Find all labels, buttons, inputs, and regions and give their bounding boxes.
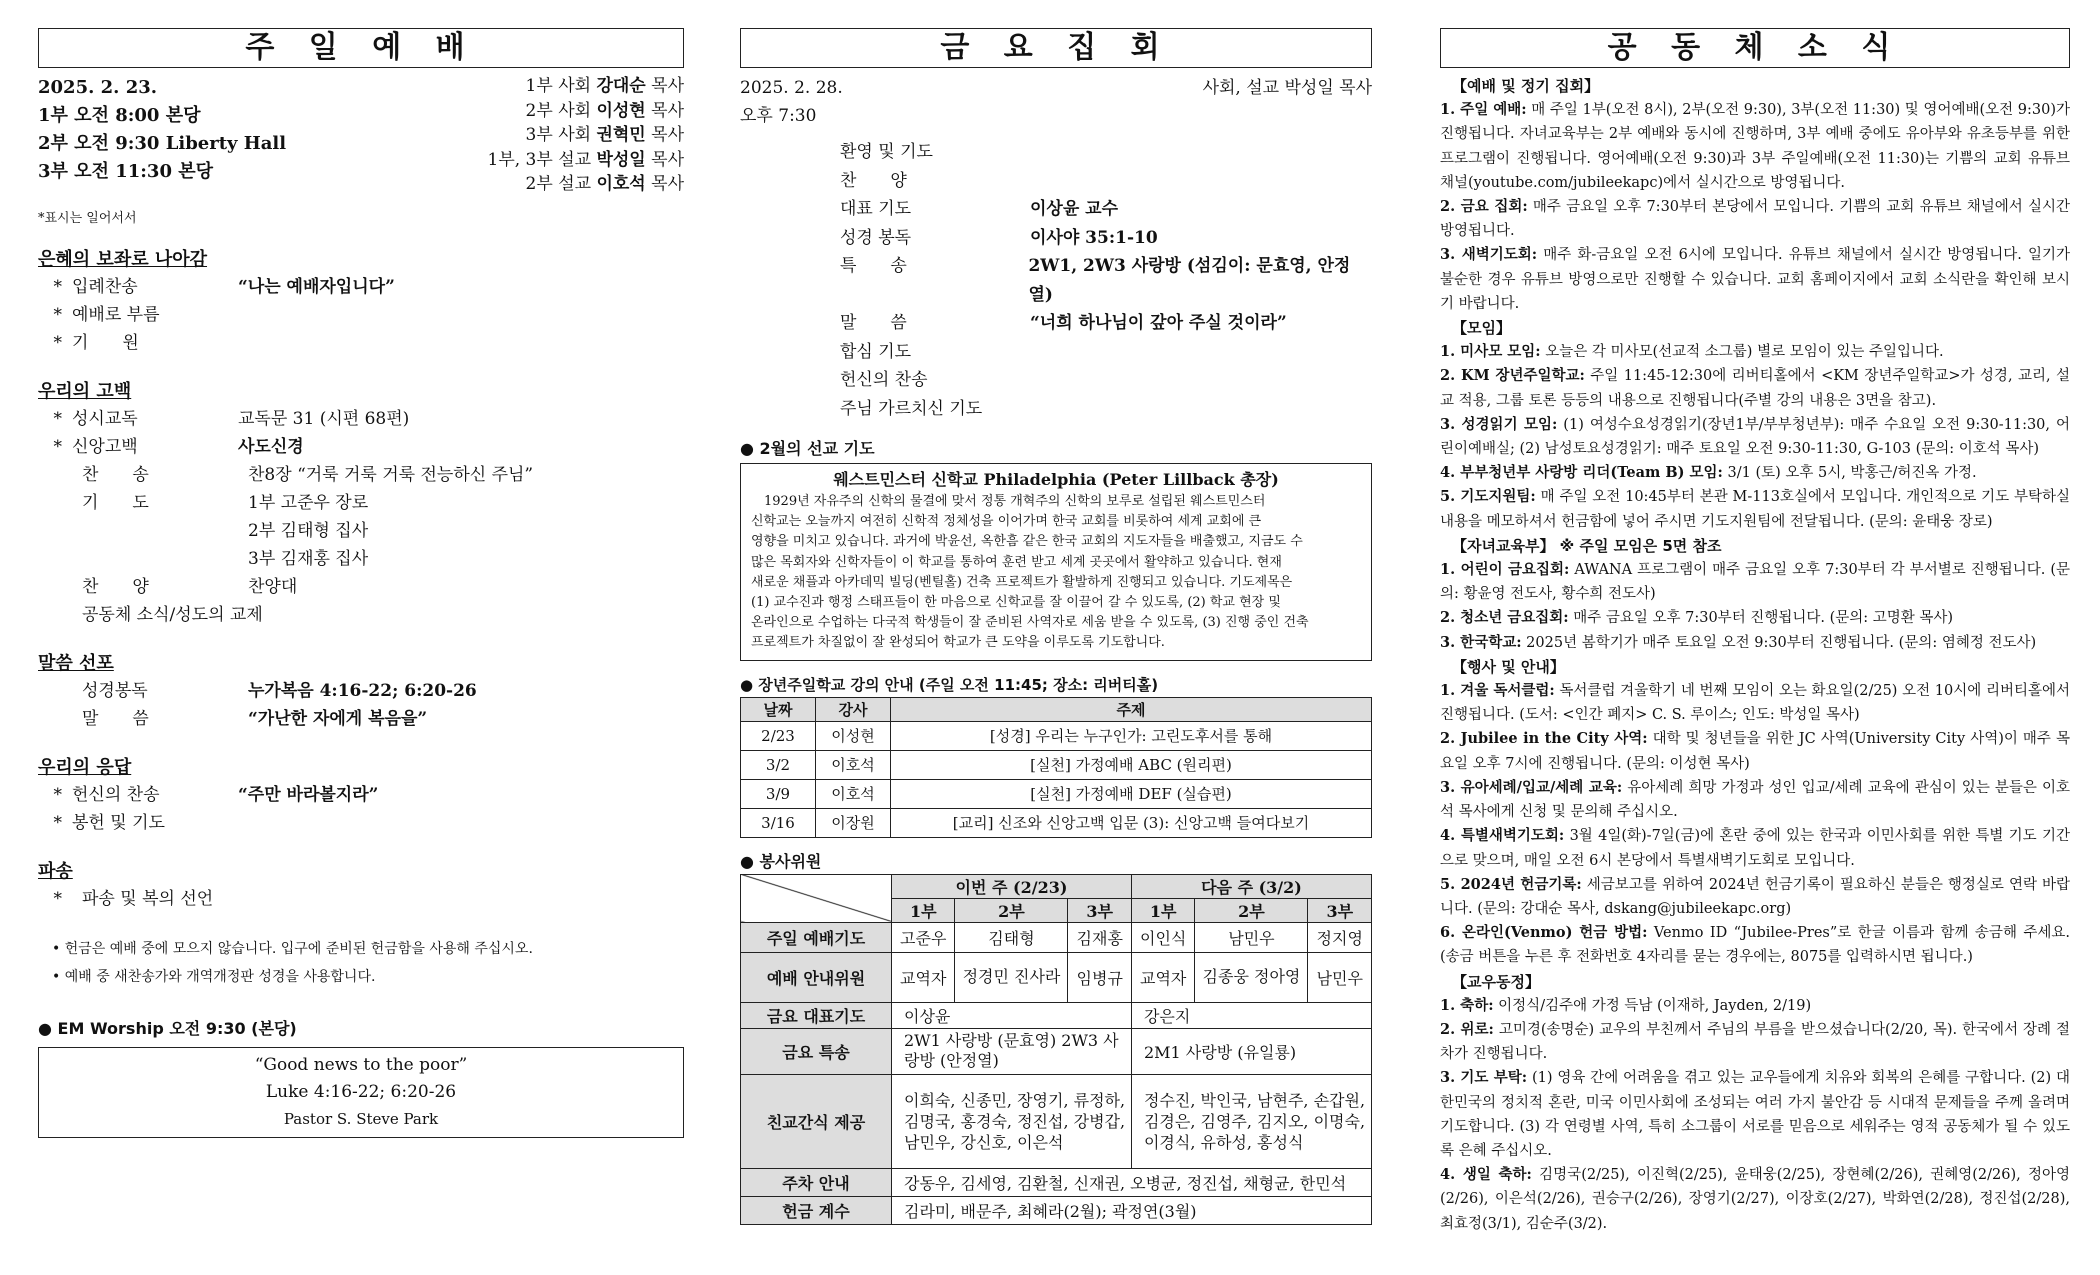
news-item-text: Venmo ID “Jubilee-Pres”로 한글 이름과 함께 송금해 주세요. (송금 버튼을 누른 후 전화번호 4자리를 묻는 경우에는, 8075를 입력하시면 됩니다.) — [1440, 925, 2070, 966]
news-subheading: 【자녀교육부】 ※ 주일 모임은 5면 참조 — [1452, 536, 1722, 555]
cell: 이호석 — [816, 750, 891, 779]
leader-row: 2부 사회 이성현 목사 — [525, 100, 684, 121]
stand-mark: * — [53, 304, 62, 325]
news-item-lead: 4. 특별새벽기도회: — [1440, 827, 1565, 845]
stand-mark: * — [53, 332, 62, 353]
news-title: 공 동 체 소 식 — [1440, 28, 2070, 68]
item-label: 성경 봉독 — [840, 227, 912, 248]
volunteer-heading: ● 봉사위원 — [740, 851, 822, 871]
news-subheading: 【교우동정】 — [1452, 972, 1540, 991]
news-item-lead: 3. 새벽기도회: — [1440, 246, 1538, 264]
news-item-text: 3월 4일(화)-7일(금)에 혼란 중에 있는 한국과 이민사회를 위한 특별 기도 기간으로 맞으며, 매일 오전 6시 본당에서 특별새벽기도회로 모입니다. — [1440, 828, 2070, 869]
item-label: 말 씀 — [82, 708, 149, 729]
news-item — [1440, 606, 2070, 630]
row-label: 친교간식 제공 — [741, 1074, 892, 1168]
item-label: 성시교독 — [72, 408, 138, 429]
news-item-text: AWANA 프로그램이 매주 금요일 오후 7:30부터 각 부서별로 진행됩니다. (문의: 황윤영 전도사, 황수희 전도사) — [1440, 562, 2070, 603]
cell: 이장원 — [816, 808, 891, 837]
friday-item — [740, 167, 1372, 196]
news-item — [1440, 195, 2070, 243]
cell: 이희숙, 신종민, 장영기, 류정하, 김명국, 홍경숙, 정진섭, 강병갑, 남민우, 강신호, 이은석 — [892, 1074, 1132, 1168]
news-item — [1440, 364, 2070, 412]
item-value: 2W1, 2W3 사랑방 (섬김이: 문효영, 안정열) — [1028, 256, 1351, 305]
section-title: 파송 — [38, 860, 73, 882]
news-item-text: 오늘은 각 미사모(선교적 소그룹) 별로 모임이 있는 주일입니다. — [1540, 344, 1944, 361]
worship-item — [38, 677, 684, 705]
item-value: “나는 예배자입니다” — [238, 276, 395, 297]
cell: 김태형 — [955, 922, 1068, 952]
section-title: 은혜의 보좌로 나아감 — [38, 248, 208, 270]
worship-item — [38, 601, 684, 629]
em-box — [38, 1047, 684, 1138]
sub-col: 2부 — [1195, 898, 1308, 922]
sub-col: 3부 — [1068, 898, 1131, 922]
mission-heading: ● 2월의 선교 기도 — [740, 439, 875, 458]
em-title: “Good news to the poor” — [254, 1054, 468, 1075]
friday-title: 금 요 집 회 — [740, 28, 1372, 68]
item-label: 말 씀 — [840, 313, 907, 333]
item-label: 파송 및 복의 선언 — [82, 888, 214, 909]
stand-mark: * — [53, 408, 62, 429]
news-item-text: 독서클럽 겨울학기 네 번째 모임이 오는 화요일(2/25) 오전 10시에 리버티홀에서 진행됩니다. (도서: <인간 폐지> C. S. 루이스; 인도: 박성일 목사) — [1440, 683, 2070, 724]
sub-col: 1부 — [892, 898, 955, 922]
item-value — [238, 329, 684, 357]
item-label: 대표 기도 — [840, 199, 912, 219]
news-item — [1440, 243, 2070, 316]
col-topic: 주제 — [891, 697, 1372, 721]
news-item — [1440, 631, 2070, 655]
item-label: 봉헌 및 기도 — [72, 812, 165, 833]
table-row — [741, 808, 1372, 837]
item-label: 기 도 — [82, 492, 149, 513]
news-item-lead: 1. 미사모 모임: — [1440, 343, 1541, 361]
section-title: 말씀 선포 — [38, 652, 114, 674]
news-item-lead: 2. KM 장년주일학교: — [1440, 367, 1585, 385]
news-item-lead: 3. 한국학교: — [1440, 633, 1522, 651]
news-item-text: 유아세례 희망 가정과 성인 입교/세례 교육에 관심이 있는 분들은 이호석 목사에게 신청 및 문의해 주십시오. — [1440, 779, 2071, 821]
stand-mark: * — [53, 436, 62, 457]
news-item — [1440, 340, 2070, 364]
sub-col: 2부 — [955, 898, 1068, 922]
mission-line: 프로젝트가 차질없이 잘 완성되어 학교가 큰 도약을 이루도록 기도합니다. — [751, 635, 1165, 651]
stand-mark — [38, 677, 72, 705]
em-pastor: Pastor S. Steve Park — [283, 1109, 439, 1128]
item-label: 주님 가르치신 기도 — [840, 398, 983, 419]
news-item — [1440, 98, 2070, 195]
table-row — [741, 1074, 1372, 1168]
diag-cell — [741, 874, 892, 922]
news-item-lead: 2. Jubilee in the City 사역: — [1440, 730, 1648, 748]
news-item-text: (1) 영육 간에 어려움을 겪고 있는 교우들에게 치유와 회복의 은혜를 구합니다. (2) 대한민국의 정치적 혼란, 미국 이민사회에 조성되는 여러 가지 불안감 등 시대적 문제들을 주께 올려며 기도합니다. (3) 각 연령별 사역, 특히 소그룹이 서로를 믿음으로 세워주는 영적 공동체가 될 수 있도록 은혜 주십시오. — [1440, 1070, 2070, 1159]
cell: 남민우 — [1195, 922, 1308, 952]
col-date: 날짜 — [741, 697, 816, 721]
mission-line: (1) 교수진과 행정 스태프들이 한 마음으로 신학교를 잘 이끌어 갈 수 있도록, (2) 학교 현장 및 — [751, 595, 1281, 611]
cell: 2/23 — [741, 721, 816, 750]
news-item-text: 이정식/김주애 가정 득남 (이재하, Jayden, 2/19) — [1493, 997, 1812, 1014]
news-item-text: 매 주일 1부(오전 8시), 2부(오전 9:30), 3부(오전 11:30) 및 영어예배(오전 9:30)가 진행됩니다. 자녀교육부는 2부 예배와 동시에 진행하며, 3부 예배 중에도 유아부와 유초등부를 위한 프로그램이 진행됩니다. 영어예배(오전 9:30)과 3부 주일예배(오전 11:30)는 기쁨의 교회 유튜브 채널(youtube.com/jubileekapc)에서 실시간으로 방영됩니다. — [1440, 102, 2070, 191]
item-label: 공동체 소식/성도의 교제 — [82, 604, 263, 625]
news-item-text: 주일 11:45-12:30에 리버티홀에서 <KM 장년주일학교>가 성경, 교리, 설교 적용, 그룹 토론 등등의 내용으로 진행됩니다(주별 강의 내용은 3면을 참고). — [1440, 368, 2071, 409]
news-item — [1440, 776, 2070, 824]
item-value: “가난한 자에게 복음을” — [248, 708, 428, 729]
worship-order — [38, 247, 684, 913]
cell: [실천] 가정예배 DEF (실습편) — [891, 779, 1372, 808]
cell: 교역자 — [1131, 952, 1194, 1002]
stand-mark — [38, 601, 72, 629]
mission-title: 웨스트민스터 신학교 Philadelphia (Peter Lillback 총장) — [833, 470, 1279, 489]
news-item — [1440, 1163, 2070, 1236]
service-time: 1부 오전 8:00 본당 — [38, 105, 201, 126]
row-label: 예배 안내위원 — [741, 952, 892, 1002]
news-item-text: 매주 금요일 오후 7:30부터 진행됩니다. (문의: 고명환 목사) — [1568, 610, 1954, 627]
friday-item — [740, 224, 1372, 253]
cell: 강동우, 김세영, 김환철, 신재권, 오병균, 정진섭, 채형균, 한민석 — [892, 1168, 1372, 1196]
friday-column — [740, 28, 1372, 1225]
cell: 남민우 — [1308, 952, 1372, 1002]
item-value: 3부 김재홍 집사 — [248, 548, 369, 569]
mission-line: 신학교는 오늘까지 여전히 신학적 정체성을 이어가며 한국 교회를 비롯하여 세계 교회에 큰 — [751, 514, 1262, 530]
news-subheading: 【예배 및 정기 집회】 — [1452, 77, 1600, 95]
item-value: 교독문 31 (시편 68편) — [238, 408, 410, 429]
news-item-lead: 1. 겨울 독서클럽: — [1440, 682, 1555, 700]
item-value — [238, 301, 684, 329]
cell: 김라미, 배문주, 최혜라(2월); 곽정연(3월) — [892, 1196, 1372, 1224]
stand-mark — [38, 573, 72, 601]
stand-mark — [38, 517, 72, 545]
sunday-leaders — [488, 74, 684, 197]
leader-row: 3부 사회 권혁민 목사 — [525, 125, 684, 145]
worship-item — [38, 705, 684, 733]
friday-item — [740, 366, 1372, 395]
item-label: 헌신의 찬송 — [840, 370, 928, 390]
item-label: 성경봉독 — [82, 680, 148, 701]
item-value: 이사야 35:1-10 — [1030, 227, 1158, 248]
item-label — [72, 517, 248, 545]
news-item-lead: 1. 축하: — [1440, 996, 1494, 1014]
cell: [성경] 우리는 누구인가: 고린도후서를 통해 — [891, 721, 1372, 750]
worship-item — [38, 781, 684, 809]
table-row — [741, 1028, 1372, 1074]
friday-item — [740, 138, 1372, 167]
stand-mark — [38, 545, 72, 573]
mission-line: 1929년 자유주의 신학의 물결에 맞서 정통 개혁주의 신학의 보루로 설립된 웨스트민스터 — [751, 494, 1266, 509]
cell: 2W1 사랑방 (문효영) 2W3 사랑방 (안정열) — [892, 1028, 1132, 1074]
news-item-lead: 6. 온라인(Venmo) 헌금 방법: — [1440, 924, 1648, 942]
item-value — [263, 601, 684, 629]
news-item — [1440, 824, 2070, 872]
item-value: 이상윤 교수 — [1030, 199, 1119, 219]
table-row — [741, 1168, 1372, 1196]
item-label: 특 송 — [840, 256, 907, 276]
news-item — [1440, 1066, 2070, 1163]
col-speaker: 강사 — [816, 697, 891, 721]
sunday-column — [38, 28, 684, 1138]
item-label: 헌신의 찬송 — [72, 784, 160, 805]
note-line: • 헌금은 예배 중에 모으지 않습니다. 입구에 준비된 헌금함을 사용해 주십시오. — [52, 940, 533, 957]
cell: 김재홍 — [1068, 922, 1131, 952]
row-label: 주일 예배기도 — [741, 922, 892, 952]
cell: [실천] 가정예배 ABC (원리편) — [891, 750, 1372, 779]
friday-item — [740, 252, 1372, 309]
item-value — [238, 809, 684, 837]
worship-item — [38, 273, 684, 301]
worship-item — [38, 573, 684, 601]
news-subheading: 【행사 및 안내】 — [1452, 657, 1565, 676]
table-row — [741, 922, 1372, 952]
stand-mark: * — [53, 276, 62, 297]
news-subheading: 【모임】 — [1452, 319, 1511, 338]
news-item — [1440, 461, 2070, 485]
item-label — [72, 545, 248, 573]
row-label: 헌금 계수 — [741, 1196, 892, 1224]
section-title: 우리의 응답 — [38, 756, 132, 778]
item-label: 기 원 — [72, 332, 139, 353]
note-line: • 예배 중 새찬송가와 개역개정판 성경을 사용합니다. — [52, 968, 376, 985]
cell: 정수진, 박인국, 남현주, 손갑원, 김경은, 김영주, 김지오, 이명숙, 이경식, 유하성, 홍성식 — [1131, 1074, 1371, 1168]
item-value: 찬8장 “거룩 거룩 거룩 전능하신 주님” — [248, 464, 534, 485]
row-label: 주차 안내 — [741, 1168, 892, 1196]
friday-date: 2025. 2. 28. — [740, 78, 843, 98]
worship-item — [38, 329, 684, 357]
item-label: 찬 양 — [82, 576, 149, 597]
mission-text — [751, 492, 1361, 654]
table-row — [741, 1002, 1372, 1028]
news-item-text: 매 주일 오전 10:45부터 본관 M-113호실에서 모입니다. 개인적으로 기도 부탁하실 내용을 메모하셔서 헌금함에 넣어 주시면 기도지원팀에 전달됩니다. (문의: 윤태웅 장로) — [1440, 489, 2071, 530]
cell: 3/2 — [741, 750, 816, 779]
news-item-lead: 3. 유아세례/입교/세례 교육: — [1440, 778, 1623, 796]
news-item — [1440, 727, 2070, 775]
item-label: 찬 양 — [840, 170, 907, 191]
cell: 이성현 — [816, 721, 891, 750]
stand-mark — [38, 489, 72, 517]
news-item-text: 2025년 봄학기가 매주 토요일 오전 9:30부터 진행됩니다. (문의: 염혜정 전도사) — [1521, 634, 2037, 651]
cell: 교역자 — [892, 952, 955, 1002]
news-body — [1440, 74, 2070, 1236]
next-week-header: 다음 주 (3/2) — [1131, 874, 1371, 898]
news-item — [1440, 873, 2070, 921]
news-item-text: 3/1 (토) 오후 5시, 박홍근/허진옥 가정. — [1722, 465, 1977, 482]
news-item — [1440, 679, 2070, 727]
em-heading: ● EM Worship 오전 9:30 (본당) — [38, 1018, 297, 1038]
news-item-lead: 2. 위로: — [1440, 1020, 1494, 1038]
section-title: 우리의 고백 — [38, 380, 132, 402]
worship-item — [38, 461, 684, 489]
stand-mark: * — [53, 812, 62, 833]
stand-mark: * — [53, 784, 62, 805]
news-item-lead: 1. 어린이 금요집회: — [1440, 561, 1570, 579]
mission-line: 새로운 채플과 아카데믹 빌딩(벤틸홀) 건축 프로젝트가 활발하게 진행되고 있습니다. 기도제목은 — [751, 574, 1293, 590]
cell: 김종웅 정아영 — [1195, 952, 1308, 1002]
worship-item — [38, 517, 684, 545]
worship-item — [38, 301, 684, 329]
worship-item — [38, 433, 684, 461]
friday-item — [740, 395, 1372, 424]
friday-item — [740, 309, 1372, 338]
cell: 강은지 — [1131, 1002, 1371, 1028]
item-value: 찬양대 — [248, 576, 298, 597]
em-scripture: Luke 4:16-22; 6:20-26 — [265, 1081, 457, 1102]
cell: 이상윤 — [892, 1002, 1132, 1028]
friday-time: 오후 7:30 — [740, 106, 817, 126]
table-row — [741, 1196, 1372, 1224]
cell: [교리] 신조와 신앙고백 입문 (3): 신앙고백 들여다보기 — [891, 808, 1372, 837]
news-item — [1440, 1018, 2070, 1066]
leader-row: 1부 사회 강대순 목사 — [525, 76, 684, 96]
row-label: 금요 대표기도 — [741, 1002, 892, 1028]
news-item-text: 세금보고를 위하여 2024년 헌금기록이 필요하신 분들은 행정실로 연락 바랍니다. (문의: 강대순 목사, dskang@jubileekapc.org) — [1440, 876, 2070, 917]
worship-item — [38, 489, 684, 517]
cell: 정경민 진사라 — [955, 952, 1068, 1002]
friday-order — [740, 138, 1372, 423]
table-row — [741, 779, 1372, 808]
cell: 이인식 — [1131, 922, 1194, 952]
sunday-services — [38, 74, 286, 197]
news-item — [1440, 558, 2070, 606]
mission-box — [740, 463, 1372, 661]
item-value: “주만 바라볼지라” — [238, 784, 379, 805]
volunteer-table — [740, 874, 1372, 1225]
friday-item — [740, 195, 1372, 224]
item-label: 예배로 부름 — [72, 304, 160, 325]
news-item-lead: 2. 청소년 금요집회: — [1440, 609, 1569, 627]
news-item-lead: 1. 주일 예배: — [1440, 101, 1527, 119]
news-item-text: 김명국(2/25), 이진혁(2/25), 윤태웅(2/25), 장현혜(2/26), 권혜영(2/26), 정아영(2/26), 이은석(2/26), 권승구(2/26), 장영기(2/27), 이장호(2/27), 박화연(2/28), 정진섭(2/28), 최효정(3/1), 김순주(3/2). — [1440, 1167, 2071, 1232]
service-time: 2부 오전 9:30 Liberty Hall — [38, 133, 287, 154]
this-week-header: 이번 주 (2/23) — [892, 874, 1132, 898]
sub-col: 1부 — [1131, 898, 1194, 922]
stand-mark: * — [53, 888, 62, 909]
news-item — [1440, 413, 2070, 461]
lecture-table — [740, 697, 1372, 838]
mission-line: 많은 목회자와 신학자들이 이 학교를 통하여 훈련 받고 세계 곳곳에서 활약하고 있습니다. 현재 — [751, 554, 1282, 570]
sunday-date: 2025. 2. 23. — [38, 77, 158, 98]
sunday-notes — [38, 935, 684, 991]
item-value: 2부 김태형 집사 — [248, 520, 369, 541]
news-item-lead: 5. 2024년 헌금기록: — [1440, 875, 1582, 893]
news-item-text: 고미경(송명순) 교우의 부친께서 주님의 부름을 받으셨습니다(2/20, 목). 한국에서 장례 절차가 진행됩니다. — [1440, 1021, 2070, 1063]
cell: 이호석 — [816, 779, 891, 808]
item-label: 신앙고백 — [72, 436, 138, 457]
news-item-lead: 3. 성경읽기 모임: — [1440, 415, 1558, 433]
cell: 고준우 — [892, 922, 955, 952]
item-label: 합심 기도 — [840, 341, 912, 362]
cell: 3/9 — [741, 779, 816, 808]
worship-item — [38, 809, 684, 837]
item-value: 사도신경 — [238, 436, 304, 457]
service-time: 3부 오전 11:30 본당 — [38, 161, 214, 182]
friday-item — [740, 338, 1372, 367]
cell: 정지영 — [1308, 922, 1372, 952]
news-item-lead: 4. 생일 축하: — [1440, 1166, 1532, 1184]
friday-leader: 사회, 설교 박성일 목사 — [1202, 78, 1372, 98]
worship-item — [38, 885, 684, 913]
item-value: 누가복음 4:16-22; 6:20-26 — [248, 680, 477, 701]
news-column — [1440, 28, 2070, 1236]
item-value: 1부 고준우 장로 — [248, 492, 369, 513]
cell: 3/16 — [741, 808, 816, 837]
leader-row: 2부 설교 이호석 목사 — [525, 174, 684, 194]
news-item-text: 대학 및 청년들을 위한 JC 사역(University City 사역)이 매주 목요일 오후 7시에 진행됩니다. (문의: 이성현 목사) — [1440, 731, 2070, 772]
stand-mark — [38, 461, 72, 489]
table-row — [741, 721, 1372, 750]
news-item — [1440, 921, 2070, 969]
item-value — [213, 885, 684, 913]
sunday-title: 주 일 예 배 — [38, 28, 684, 68]
worship-item — [38, 405, 684, 433]
news-item — [1440, 994, 2070, 1018]
news-item-lead: 3. 기도 부탁: — [1440, 1069, 1528, 1087]
cell: 임병규 — [1068, 952, 1131, 1002]
table-row — [741, 750, 1372, 779]
news-item-text: 매주 금요일 오후 7:30부터 본당에서 모입니다. 기쁨의 교회 유튜브 채널에서 실시간 방영됩니다. — [1440, 199, 2070, 240]
news-item-lead: 2. 금요 집회: — [1440, 198, 1528, 216]
stand-note: *표시는 일어서서 — [38, 210, 137, 226]
mission-line: 영향을 미치고 있습니다. 과거에 박윤선, 옥한흠 같은 한국 교회의 지도자들을 배출했고, 지금도 수 — [751, 534, 1303, 550]
sub-col: 3부 — [1308, 898, 1372, 922]
row-label: 금요 특송 — [741, 1028, 892, 1074]
news-item — [1440, 485, 2070, 533]
worship-item — [38, 545, 684, 573]
item-label: 환영 및 기도 — [840, 142, 933, 162]
item-label: 입례찬송 — [72, 276, 138, 297]
table-row — [741, 952, 1372, 1002]
item-value: “너희 하나님이 갚아 주실 것이라” — [1030, 313, 1287, 333]
lecture-heading: ● 장년주일학교 강의 안내 (주일 오전 11:45; 장소: 리버티홀) — [740, 675, 1159, 694]
news-item-text: (1) 여성수요성경읽기(장년1부/부부청년부): 매주 수요일 오전 9:30-11:30, 어린이예배실; (2) 남성토요성경읽기: 매주 토요일 오전 9:30-11:30, G-103 (문의: 이호석 목사) — [1440, 416, 2070, 458]
news-item-lead: 4. 부부청년부 사랑방 리더(Team B) 모임: — [1440, 464, 1723, 482]
mission-line: 온라인으로 수업하는 다국적 학생들이 잘 준비된 사역자로 세움 받을 수 있도록, (3) 진행 중인 건축 — [751, 615, 1309, 631]
item-label: 찬 송 — [82, 464, 149, 485]
news-item-lead: 5. 기도지원팀: — [1440, 488, 1536, 506]
stand-mark — [38, 705, 72, 733]
news-item-text: 매주 화-금요일 오전 6시에 모입니다. 유튜브 채널에서 실시간 방영됩니다. 일기가 불순한 경우 유튜브 방영으로만 진행할 수 있습니다. 교회 홈페이지에서 교회 소식란을 확인해 보시기 바랍니다. — [1440, 247, 2071, 312]
cell: 2M1 사랑방 (유일룡) — [1131, 1028, 1371, 1074]
leader-row: 1부, 3부 설교 박성일 목사 — [487, 149, 684, 170]
